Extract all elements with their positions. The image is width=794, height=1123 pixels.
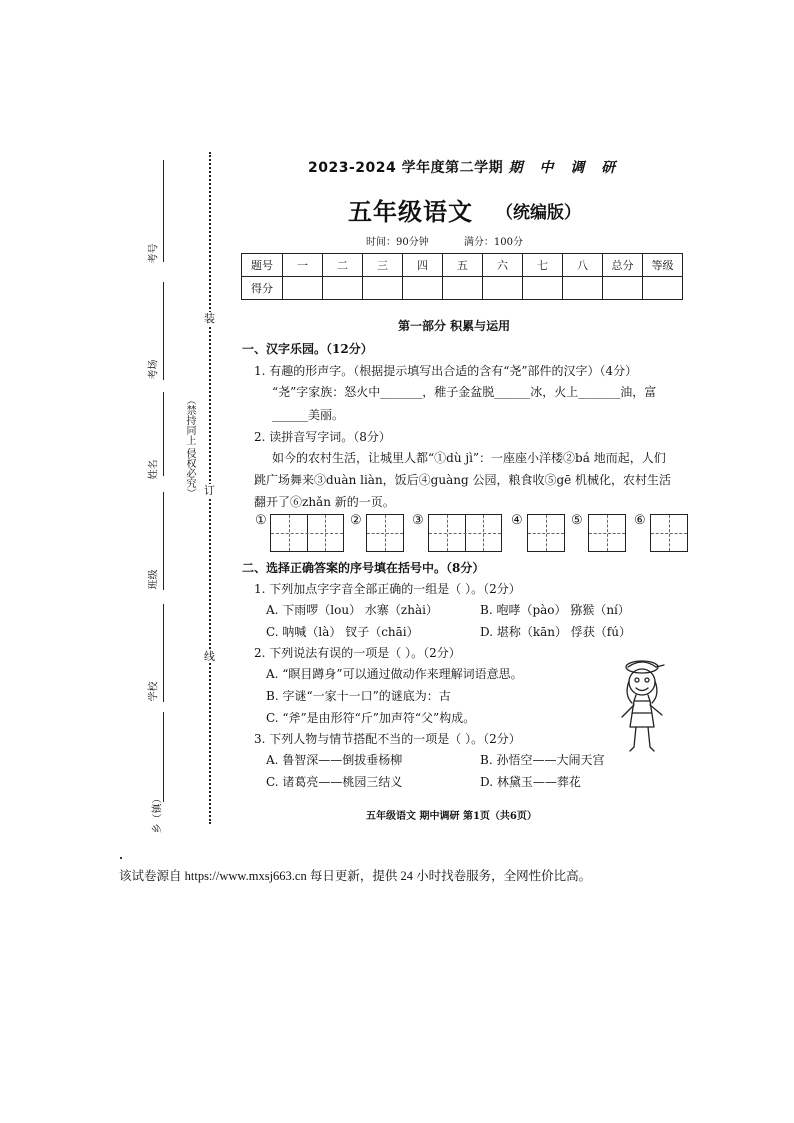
exam-time: 时间：90分钟: [366, 237, 429, 248]
margin-warning: （禁持同上 侵权必究）: [184, 395, 195, 499]
score-header-cell: 七: [523, 254, 563, 277]
q1-title: 一、汉字乐园。（12分）: [242, 342, 373, 356]
cartoon-girl-illustration: [612, 655, 672, 760]
margin-school-label: 学校: [148, 681, 160, 702]
margin-town-label: 乡（镇）: [152, 793, 164, 834]
score-header-cell: 八: [563, 254, 603, 277]
q2-1-option-b[interactable]: B. 咆哮（pào） 猕猴（ní）: [480, 603, 630, 617]
writing-grid-6[interactable]: [650, 514, 688, 552]
marker-3: ③: [412, 513, 424, 528]
q2-1-option-c[interactable]: C. 呐喊（là） 钗子（chāi）: [266, 625, 419, 639]
exam-room-line: [163, 282, 164, 380]
score-header-cell: 三: [363, 254, 403, 277]
town-line: [163, 712, 164, 802]
q2-2-option-b[interactable]: B. 字谜“一家十一口”的谜底为：古: [266, 689, 451, 703]
score-input-cell[interactable]: [363, 277, 403, 300]
margin-class-label: 班级: [148, 569, 160, 590]
score-header-cell: 五: [443, 254, 483, 277]
q1-1-line1: “尧”字家族：怒火中_______，稚子金盆脱______冰，火上_______油，富: [272, 385, 657, 399]
school-line: [163, 604, 164, 702]
q1-2-line2: 跳广场舞来③duàn liàn，饭后④guàng 公园，粮食收⑤gē 机械化，农村生活: [254, 473, 672, 487]
score-input-cell[interactable]: [443, 277, 483, 300]
q2-1-option-d[interactable]: D. 堪称（kān） 俘获（fú）: [480, 625, 631, 639]
score-input-cell[interactable]: [643, 277, 683, 300]
q2-1-prompt: 1. 下列加点字字音全部正确的一组是（ ）。（2分）: [254, 582, 521, 596]
marker-5: ⑤: [571, 513, 583, 528]
stray-mark: [120, 857, 122, 859]
writing-grid-4[interactable]: [527, 514, 565, 552]
exam-title: [308, 157, 621, 177]
subject-title: 五年级语文: [348, 197, 473, 226]
exam-no-line: [163, 160, 164, 262]
score-header-cell: 总分: [603, 254, 643, 277]
score-input-cell[interactable]: [563, 277, 603, 300]
q2-title: 二、选择正确答案的序号填在括号中。（8分）: [242, 561, 485, 575]
q2-3-prompt: 3. 下列人物与情节搭配不当的一项是（ ）。（2分）: [254, 732, 521, 746]
q2-3-option-a[interactable]: A. 鲁智深——倒拔垂杨柳: [266, 753, 403, 767]
score-input-cell[interactable]: [283, 277, 323, 300]
marker-2: ②: [350, 513, 362, 528]
marker-6: ⑥: [634, 513, 646, 528]
margin-name-label: 姓名: [148, 459, 160, 480]
writing-grid-5[interactable]: [588, 514, 626, 552]
score-table-header-row: [242, 254, 683, 277]
q2-2-option-a[interactable]: A. “瞑目蹲身”可以通过做动作来理解词语意思。: [266, 667, 523, 681]
score-row-label: 得分: [242, 277, 283, 300]
q1-1-prompt: 1. 有趣的形声字。（根据提示填写出合适的含有“尧”部件的汉字）（4分）: [254, 364, 638, 378]
class-line: [163, 492, 164, 590]
q2-2-prompt: 2. 下列说法有误的一项是（ ）。（2分）: [254, 646, 461, 660]
score-input-cell[interactable]: [323, 277, 363, 300]
part1-title: 第一部分 积累与运用: [398, 319, 511, 333]
score-table: [241, 253, 683, 300]
q1-2-prompt: 2. 读拼音写字词。（8分）: [254, 430, 391, 444]
score-header-cell: 等级: [643, 254, 683, 277]
marker-4: ④: [511, 513, 523, 528]
score-table-score-row: [242, 277, 683, 300]
cut-mark-zhuang: 装: [204, 312, 215, 325]
margin-exam-no-label: 考号: [148, 243, 160, 264]
margin-exam-room-label: 考场: [148, 359, 160, 380]
q2-2-option-c[interactable]: C. “斧”是由形符“斤”加声符“父”构成。: [266, 711, 476, 725]
cut-mark-xian: 线: [204, 650, 215, 663]
exam-meta: [366, 233, 555, 248]
score-input-cell[interactable]: [523, 277, 563, 300]
q2-3-option-d[interactable]: D. 林黛玉——葬花: [480, 775, 581, 789]
edition-label: （统编版）: [496, 203, 581, 223]
score-input-cell[interactable]: [403, 277, 443, 300]
score-header-cell: 二: [323, 254, 363, 277]
score-header-cell: 题号: [242, 254, 283, 277]
score-input-cell[interactable]: [483, 277, 523, 300]
q1-2-line1: 如今的农村生活，让城里人都“①dù jì”：一座座小洋楼②bá 地而起，人们: [272, 451, 666, 465]
writing-grid-1[interactable]: [270, 514, 344, 552]
score-header-cell: 一: [283, 254, 323, 277]
q1-2-line3: 翻开了⑥zhǎn 新的一页。: [254, 495, 395, 509]
writing-grid-3[interactable]: [428, 514, 502, 552]
score-header-cell: 四: [403, 254, 443, 277]
page-footer: 五年级语文 期中调研 第1页（共6页）: [366, 811, 537, 822]
source-note: 该试卷源自 https://www.mxsj663.cn 每日更新，提供 24 小时找卷服务，全网性价比高。: [119, 869, 592, 883]
writing-grid-2[interactable]: [366, 514, 404, 552]
exam-type-handwritten: 期 中 调 研: [508, 160, 622, 176]
score-header-cell: 六: [483, 254, 523, 277]
q1-1-line2: ______美丽。: [272, 408, 345, 422]
q2-1-option-a[interactable]: A. 下雨啰（lou） 水寨（zhài）: [266, 603, 438, 617]
cut-mark-ding: 订: [204, 484, 215, 497]
score-input-cell[interactable]: [603, 277, 643, 300]
exam-year-term: 2023-2024 学年度第二学期: [308, 160, 504, 176]
exam-full-score: 满分：100分: [463, 237, 524, 248]
name-line: [163, 392, 164, 476]
q2-3-option-b[interactable]: B. 孙悟空——大闹天宫: [480, 753, 605, 767]
q2-3-option-c[interactable]: C. 诸葛亮——桃园三结义: [266, 775, 403, 789]
marker-1: ①: [255, 513, 267, 528]
